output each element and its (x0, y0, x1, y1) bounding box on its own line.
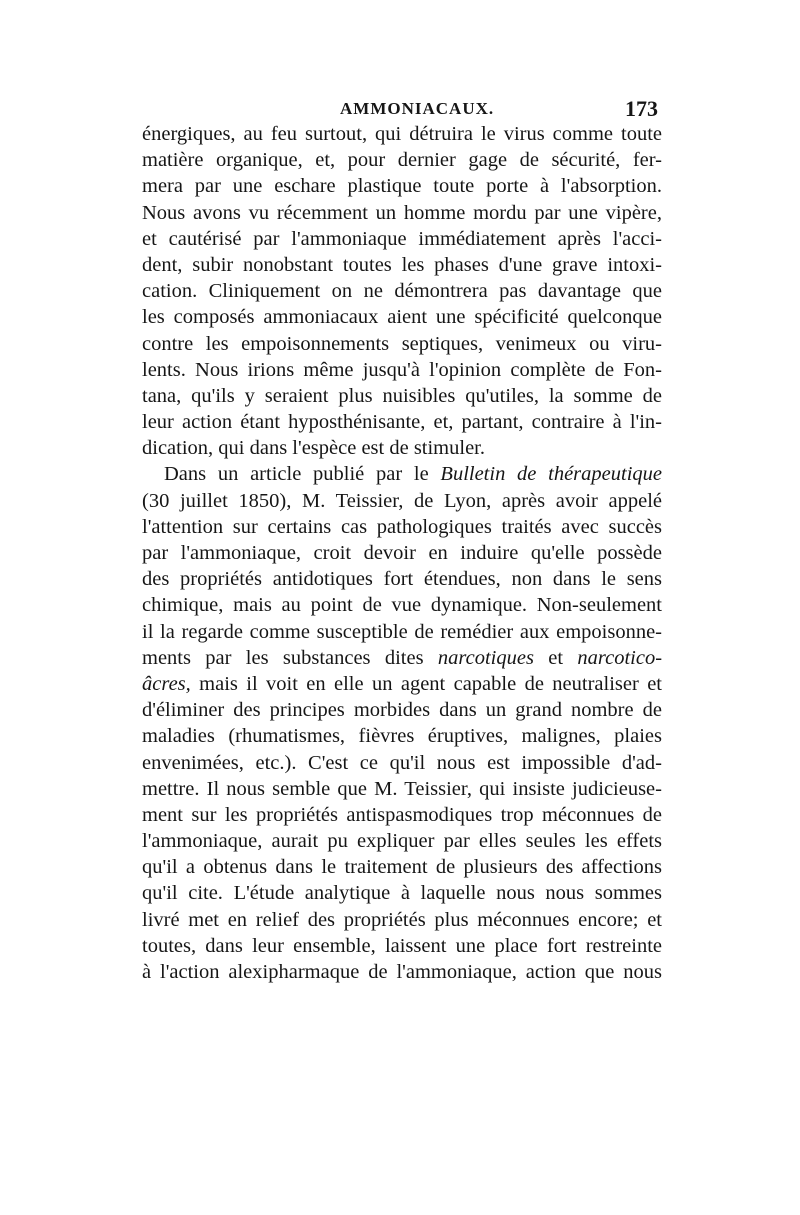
page-number: 173 (625, 96, 658, 121)
text-line: Nous avons vu récemment un homme mordu par une vipère, (142, 201, 662, 224)
text-line: livré met en relief des propriétés plus méconnues encore; et (142, 908, 662, 931)
text-line: qu'il a obtenus dans le traitement de plusieurs des affections (142, 856, 662, 879)
text-line: et cautérisé par l'ammoniaque immédiatement après l'acci- (142, 227, 662, 250)
text-fragment: Dans un article publié par le (164, 463, 429, 486)
text-line-with-italic (142, 671, 662, 697)
italic-term: âcres, (142, 672, 191, 695)
text-line: à l'action alexipharmaque de l'ammoniaque, action que nous (142, 961, 662, 983)
text-line: matière organique, et, pour dernier gage de sécurité, fer- (142, 149, 662, 172)
italic-term: narcotico- (577, 646, 663, 669)
text-fragment: et (548, 646, 564, 669)
journal-title: Bulletin de thérapeutique (440, 463, 662, 486)
text-line: toutes, dans leur ensemble, laissent une place fort restreinte (142, 934, 662, 957)
text-line: l'ammoniaque, aurait pu expliquer par elles seules les effets (142, 830, 662, 853)
text-line: cation. Cliniquement on ne démontrera pas davantage que (142, 280, 662, 303)
text-line: énergiques, au feu surtout, qui détruira le virus comme toute (142, 123, 662, 145)
text-line: il la regarde comme susceptible de remédier aux empoisonne- (142, 620, 662, 643)
running-head: AMMONIACAUX. (340, 99, 495, 118)
text-line: leur action étant hyposthénisante, et, partant, contraire à l'in- (142, 411, 662, 434)
italic-term: narcotiques (437, 646, 534, 669)
text-line: par l'ammoniaque, croit devoir en induire qu'elle possède (142, 542, 662, 564)
text-line: (30 juillet 1850), M. Teissier, de Lyon, après avoir appelé (142, 489, 662, 512)
text-line: maladies (rhumatismes, fièvres éruptives, malignes, plaies (142, 725, 662, 748)
text-line: l'attention sur certains cas pathologiques traités avec succès (142, 515, 662, 538)
text-line: mettre. Il nous semble que M. Teissier, qui insiste judicieuse- (142, 777, 662, 800)
text-line: dication, qui dans l'espèce est de stimuler. (142, 437, 485, 460)
text-line-with-italic (142, 645, 662, 671)
text-fragment: mais il voit en elle un agent capable de neutraliser et (199, 672, 662, 695)
text-line: contre les empoisonnements septiques, venimeux ou viru- (142, 332, 662, 355)
text-line: envenimées, etc.). C'est ce qu'il nous est impossible d'ad- (142, 751, 662, 774)
text-line: lents. Nous irions même jusqu'à l'opinion complète de Fon- (142, 358, 662, 381)
text-line: les composés ammoniacaux aient une spécificité quelconque (142, 306, 662, 329)
text-line: dent, subir nonobstant toutes les phases d'une grave intoxi- (142, 253, 662, 276)
text-line: des propriétés antidotiques fort étendues, non dans le sens (142, 568, 662, 591)
text-fragment: ments par les substances dites (142, 646, 424, 669)
text-line: mera par une eschare plastique toute porte à l'absorption. (142, 175, 662, 198)
body-text (142, 121, 662, 985)
text-line-with-italic (142, 461, 662, 487)
text-line: d'éliminer des principes morbides dans un grand nombre de (142, 699, 662, 722)
text-line: chimique, mais au point de vue dynamique. Non-seulement (142, 594, 662, 617)
text-line: qu'il cite. L'étude analytique à laquelle nous nous sommes (142, 882, 662, 905)
text-line: ment sur les propriétés antispasmodiques trop méconnues de (142, 803, 662, 826)
text-line: tana, qu'ils y seraient plus nuisibles qu'utiles, la somme de (142, 384, 662, 407)
